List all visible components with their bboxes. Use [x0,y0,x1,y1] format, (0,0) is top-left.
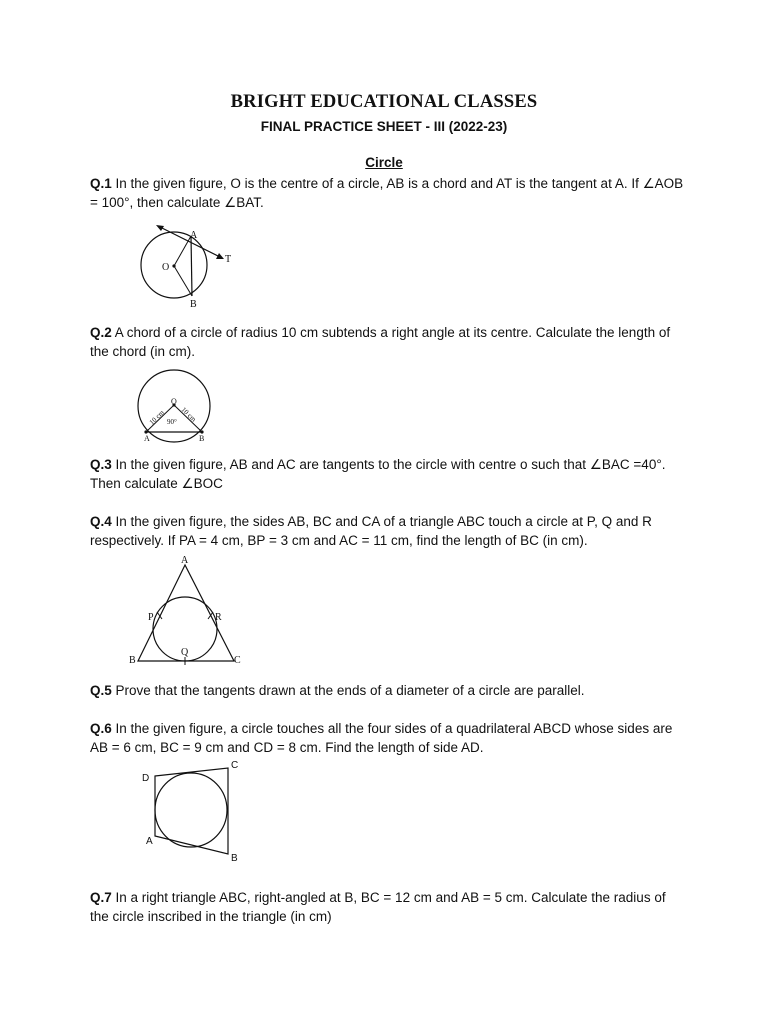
label-d: D [142,773,150,784]
question-7 [90,888,685,926]
question-number: Q.3 [90,457,112,472]
question-6 [90,719,685,757]
label-o: O [171,397,177,406]
sheet-subtitle: FINAL PRACTICE SHEET - III (2022-23) [260,119,508,134]
label-b: B [129,655,136,666]
section-heading: Circle [365,155,403,170]
radius-label-left: 10 cm [147,408,166,427]
figure-q6 [140,758,250,864]
question-3 [90,455,685,493]
question-text: In the given figure, O is the centre of a circle, AB is a chord and AT is the tangent at A. If ∠AOB = 100°, then calculate ∠BAT. [90,176,684,210]
label-a: A [144,434,150,443]
question-text: Prove that the tangents drawn at the ends of a diameter of a circle are parallel. [115,683,585,698]
question-number: Q.1 [90,176,112,191]
question-number: Q.4 [90,514,112,529]
question-text: In a right triangle ABC, right-angled at B, BC = 12 cm and AB = 5 cm. Calculate the radius of the circle inscribed in the triangle (in cm) [90,890,666,924]
question-number: Q.5 [90,683,112,698]
sheet-title: BRIGHT EDUCATIONAL CLASSES [230,92,538,112]
question-number: Q.2 [90,325,112,340]
question-text: In the given figure, AB and AC are tangents to the circle with centre o such that ∠BAC =40°. Then calculate ∠BOC [90,457,666,491]
question-text: A chord of a circle of radius 10 cm subtends a right angle at its centre. Calculate the length of the chord (in cm). [90,325,671,359]
angle-label: 90° [167,418,177,426]
label-c: C [231,760,239,771]
label-a: A [146,836,153,847]
label-o: O [162,262,170,273]
label-p: P [148,612,154,623]
question-4 [90,512,685,550]
figure-q4 [128,553,248,668]
label-b: B [199,434,205,443]
label-a: A [181,555,189,566]
label-t: T [225,254,232,265]
label-b: B [231,853,238,864]
question-number: Q.7 [90,890,112,905]
figure-q1 [125,222,245,312]
question-5 [90,681,685,700]
label-r: R [215,612,222,623]
label-c: C [234,655,241,666]
figure-q2 [135,365,220,445]
label-q: Q [181,647,189,658]
question-text: In the given figure, the sides AB, BC and CA of a triangle ABC touch a circle at P, Q and R respectively. If PA = 4 cm, BP = 3 cm and AC = 11 cm, find the length of BC (in cm). [90,514,652,548]
label-a: A [190,230,198,241]
question-1 [90,174,685,212]
radius-label-right: 10 cm [179,405,198,424]
label-b: B [190,299,197,310]
question-text: In the given figure, a circle touches all the four sides of a quadrilateral ABCD whose sides are AB = 6 cm, BC = 9 cm and CD = 8 cm. Find the length of side AD. [90,721,673,755]
question-2 [90,323,685,361]
question-number: Q.6 [90,721,112,736]
